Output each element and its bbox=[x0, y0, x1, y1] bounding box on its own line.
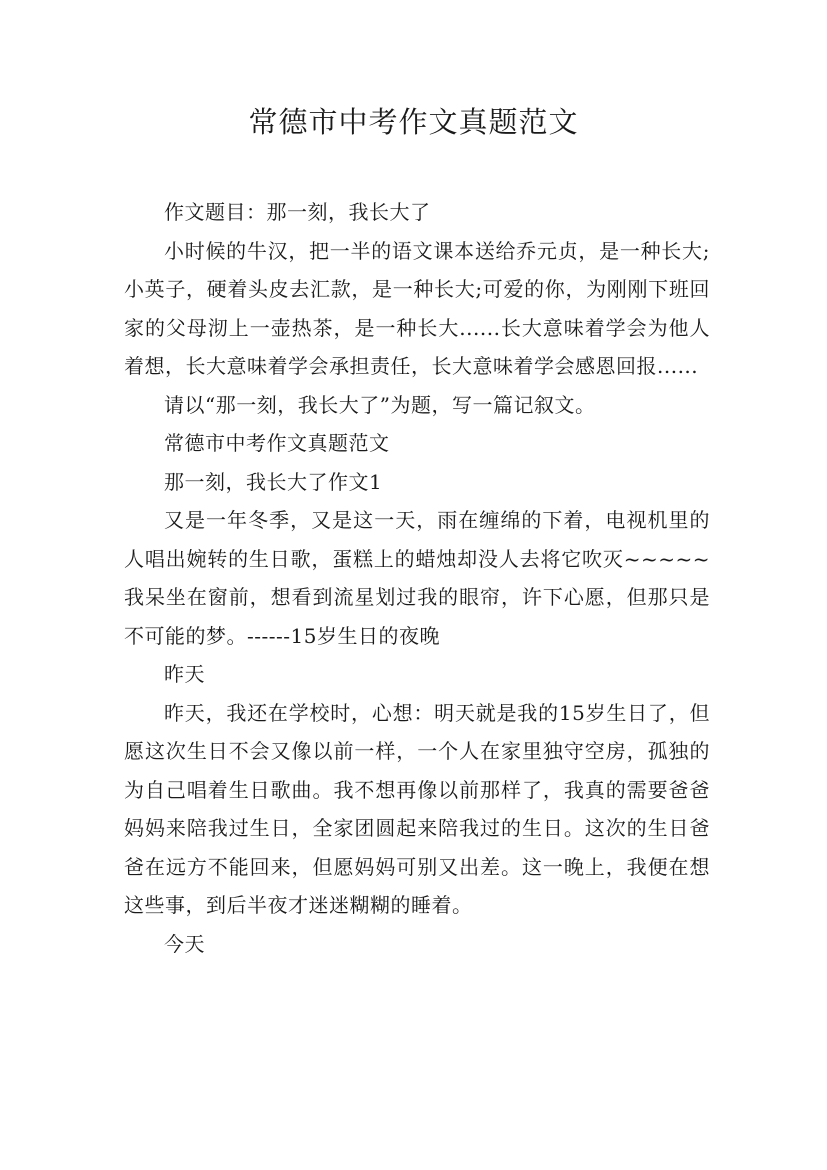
essay-1-title: 那一刻，我长大了作文1 bbox=[164, 469, 383, 494]
document-body bbox=[124, 193, 710, 963]
essay-1-paragraph: 又是一年冬季，又是这一天，雨在缠绵的下着，电视机里的人唱出婉转的生日歌，蛋糕上的蜡烛却没人去将它吹灭~~~~~我呆坐在窗前，想看到流星划过我的眼帘，许下心愿，但那只是不可能的梦。------15岁生日的夜晚 bbox=[124, 508, 710, 648]
document-title: 常德市中考作文真题范文 bbox=[248, 105, 579, 139]
essay-prompt-heading: 作文题目：那一刻，我长大了 bbox=[164, 200, 431, 224]
section-heading-today: 今天 bbox=[164, 931, 205, 956]
essay-prompt-instruction: 请以“那一刻，我长大了”为题，写一篇记叙文。 bbox=[164, 392, 596, 417]
sample-essays-heading: 常德市中考作文真题范文 bbox=[164, 431, 390, 455]
section-heading-yesterday: 昨天 bbox=[164, 662, 205, 686]
essay-prompt-intro: 小时候的牛汉，把一半的语文课本送给乔元贞，是一种长大;小英子，硬着头皮去汇款，是一种长大;可爱的你，为刚刚下班回家的父母沏上一壶热茶，是一种长大......长大意味着学会为他人着想，长大意味着学会承担责任，长大意味着学会感恩回报...... bbox=[124, 238, 710, 378]
essay-1-paragraph: 昨天，我还在学校时，心想：明天就是我的15岁生日了，但愿这次生日不会又像以前一样，一个人在家里独守空房，孤独的为自己唱着生日歌曲。我不想再像以前那样了，我真的需要爸爸妈妈来陪我过生日，全家团圆起来陪我过的生日。这次的生日爸爸在远方不能回来，但愿妈妈可别又出差。这一晚上，我便在想这些事，到后半夜才迷迷糊糊的睡着。 bbox=[124, 700, 710, 917]
